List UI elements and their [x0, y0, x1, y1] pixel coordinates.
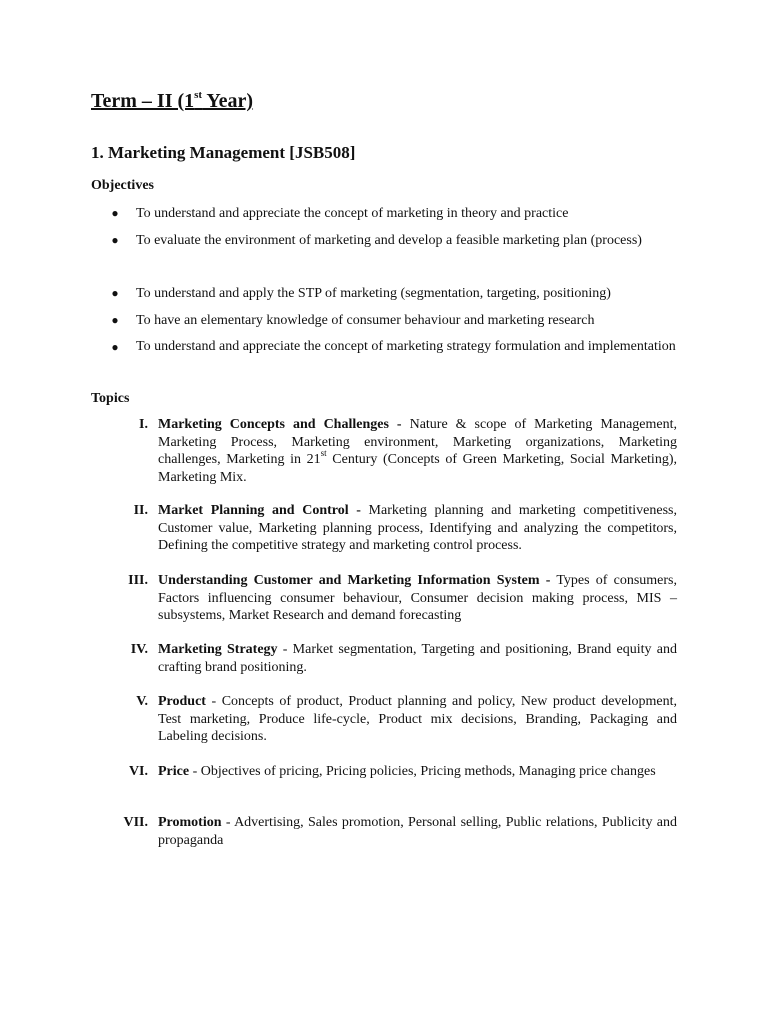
topic-numeral: V.: [136, 694, 148, 709]
objective-text: To evaluate the environment of marketing and develop a feasible marketing plan (process): [136, 233, 642, 248]
topic-desc: - Market segmentation, Targeting and positioning, Brand equity and crafting brand positioning.: [158, 642, 677, 675]
objective-text: To understand and appreciate the concept of marketing in theory and practice: [136, 206, 569, 221]
topic-numeral: II.: [133, 503, 148, 518]
topic-desc: - Advertising, Sales promotion, Personal selling, Public relations, Publicity and propaganda: [158, 815, 677, 848]
topic-title: Marketing Strategy: [158, 642, 278, 657]
topic-desc-sup: st: [320, 448, 327, 459]
term-heading-sup: st: [194, 89, 203, 102]
topic-body: [158, 416, 677, 486]
topic-desc: Nature & scope of Marketing Management, Marketing Process, Marketing environment, Marketing organizations, Marketing challenges, Marketing in 21: [158, 417, 678, 467]
topic-body: [158, 572, 677, 625]
topic-desc-cont: Century (Concepts of Green Marketing, Social Marketing), Marketing Mix.: [158, 452, 677, 485]
topic-title: Marketing Concepts and Challenges -: [158, 417, 402, 432]
topic-numeral: IV.: [130, 642, 148, 657]
topic-title: Understanding Customer and Marketing Information System -: [158, 573, 551, 588]
topic-desc: Types of consumers, Factors influencing consumer behaviour, Consumer decision making process, MIS – subsystems, Market Research and demand forecasting: [158, 573, 677, 623]
bullet-icon: ●: [111, 233, 119, 247]
objective-text: To have an elementary knowledge of consumer behaviour and marketing research: [136, 313, 595, 328]
term-heading-suffix: Year): [202, 90, 254, 112]
topic-numeral: III.: [128, 573, 148, 588]
bullet-icon: ●: [111, 286, 119, 300]
topic-title: Promotion: [158, 815, 222, 830]
course-heading: 1. Marketing Management [JSB508]: [91, 143, 356, 162]
topic-title: Market Planning and Control -: [158, 503, 361, 518]
objectives-label: Objectives: [91, 178, 154, 193]
bullet-icon: ●: [111, 340, 119, 354]
topic-body: [158, 502, 677, 555]
topic-body: [158, 763, 677, 781]
term-heading-prefix: Term – II (1: [91, 90, 195, 112]
topic-title: Price: [158, 764, 190, 779]
topic-desc: Marketing planning and marketing competitiveness, Customer value, Marketing planning process, Identifying and analyzing the competitors, Defining the competitive strategy and marketing control process.: [158, 503, 677, 553]
topic-body: [158, 693, 677, 746]
topic-numeral: VI.: [128, 764, 148, 779]
topic-desc: - Concepts of product, Product planning and policy, New product development, Test marketing, Produce life-cycle, Product mix decisions, Branding, Packaging and Labeling decisions.: [158, 694, 677, 744]
topic-body: [158, 814, 677, 849]
term-heading: [91, 89, 253, 113]
topic-numeral: I.: [139, 417, 148, 432]
topic-numeral: VII.: [123, 815, 148, 830]
bullet-icon: ●: [111, 206, 119, 220]
topic-desc: - Objectives of pricing, Pricing policies, Pricing methods, Managing price changes: [189, 764, 656, 779]
topic-body: [158, 641, 677, 676]
topic-title: Product: [158, 694, 206, 709]
topics-label: Topics: [91, 391, 130, 406]
objective-text: To understand and apply the STP of marketing (segmentation, targeting, positioning): [136, 286, 611, 301]
bullet-icon: ●: [111, 313, 119, 327]
objective-text: To understand and appreciate the concept of marketing strategy formulation and implementation: [136, 339, 676, 354]
